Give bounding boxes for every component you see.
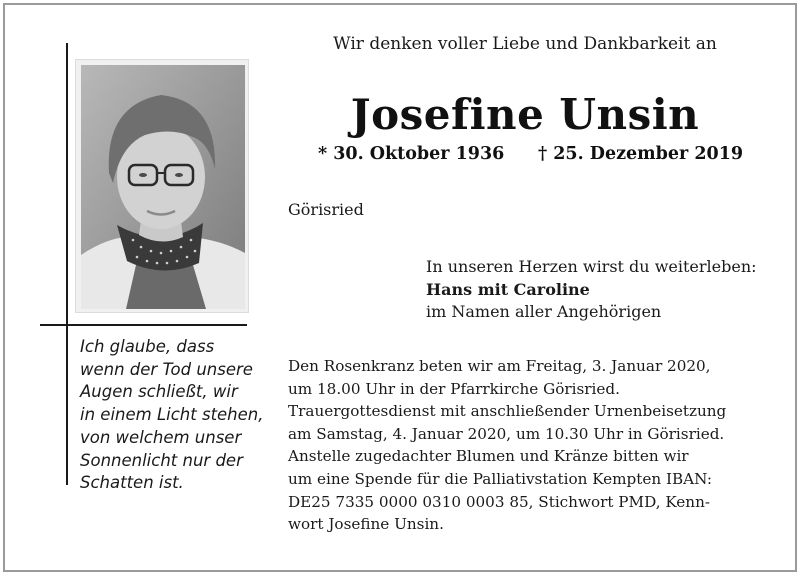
birth-date: * 30. Oktober 1936 <box>318 144 505 164</box>
place-name: Görisried <box>288 200 364 219</box>
quote-line: in einem Licht stehen, <box>80 405 264 425</box>
deceased-name: Josefine Unsin <box>350 90 700 139</box>
notice-line: DE25 7335 0000 0310 0003 85, Stichwort PMD, Kenn- <box>288 492 710 511</box>
death-date: † 25. Dezember 2019 <box>538 144 744 164</box>
quote-line: Sonnenlicht nur der <box>80 450 243 470</box>
mourners-closing: im Namen aller Angehörigen <box>426 302 662 321</box>
mourners-block <box>426 256 757 324</box>
notice-line: um 18.00 Uhr in der Pfarrkirche Görisried. <box>288 379 620 398</box>
portrait-photo <box>81 65 245 309</box>
vertical-rule <box>66 43 68 485</box>
notice-line: um eine Spende für die Palliativstation Kempten IBAN: <box>288 469 712 488</box>
quote-line: wenn der Tod unsere <box>80 359 253 379</box>
horizontal-rule <box>40 324 247 326</box>
mourners-intro: In unseren Herzen wirst du weiterleben: <box>426 257 757 276</box>
service-notice <box>288 355 726 536</box>
notice-line: Anstelle zugedachter Blumen und Kränze bitten wir <box>288 447 689 466</box>
intro-text: Wir denken voller Liebe und Dankbarkeit an <box>333 34 717 54</box>
quote-line: von welchem unser <box>80 427 242 447</box>
quote-line: Schatten ist. <box>80 473 184 493</box>
notice-line: wort Josefine Unsin. <box>288 515 444 534</box>
quote-line: Augen schließt, wir <box>80 382 238 402</box>
memorial-quote <box>80 336 266 495</box>
mourners-names: Hans mit Caroline <box>426 279 590 299</box>
quote-line: Ich glaube, dass <box>80 337 215 356</box>
notice-line: Den Rosenkranz beten wir am Freitag, 3. Januar 2020, <box>288 357 711 375</box>
notice-line: am Samstag, 4. Januar 2020, um 10.30 Uhr in Görisried. <box>288 424 725 443</box>
notice-line: Trauergottesdienst mit anschließender Urnenbeisetzung <box>288 402 727 421</box>
